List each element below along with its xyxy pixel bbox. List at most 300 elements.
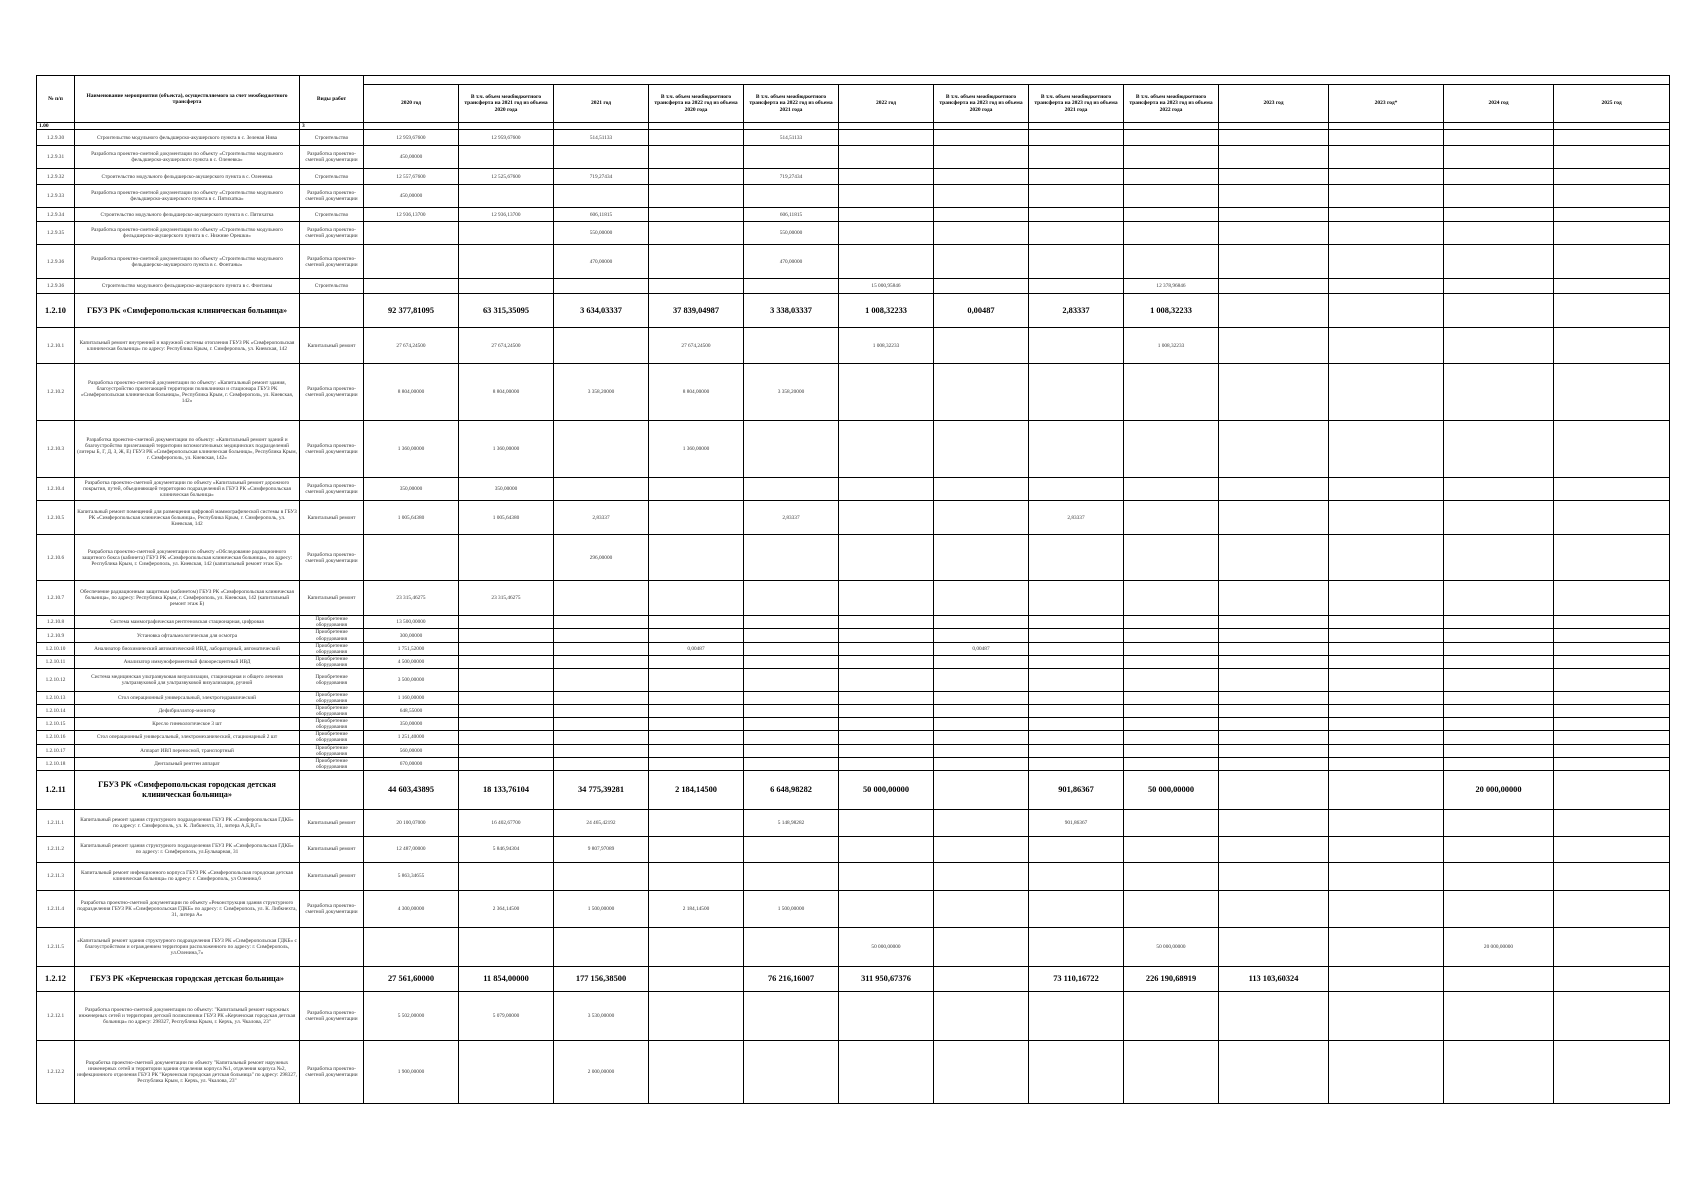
- row-value-cell: [1124, 757, 1219, 770]
- row-value-cell: [1029, 478, 1124, 501]
- row-value-cell: [1554, 890, 1670, 927]
- row-value-cell: [839, 169, 934, 185]
- row-number-cell: 1.2.9.33: [37, 185, 75, 208]
- row-value-cell: [1124, 890, 1219, 927]
- row-value-cell: [554, 478, 649, 501]
- row-value-cell: 1 160,00000: [364, 691, 459, 704]
- column-number-cell: [1554, 123, 1670, 130]
- row-value-cell: [459, 535, 554, 581]
- row-value-cell: 296,00000: [554, 535, 649, 581]
- row-value-cell: [1554, 294, 1670, 328]
- row-name-cell: Установка офтальмологическая для осмотра: [75, 629, 300, 642]
- row-number-cell: 1.2.9.31: [37, 146, 75, 169]
- row-value-cell: [1219, 616, 1329, 629]
- row-name-cell: Стол операционный универсальный, электромеханический, стационарный 2 шт: [75, 731, 300, 744]
- row-value-cell: [1029, 642, 1124, 655]
- row-value-cell: [934, 478, 1029, 501]
- row-worktype-cell: [300, 770, 364, 809]
- row-value-cell: [1219, 836, 1329, 862]
- row-value-cell: [934, 809, 1029, 836]
- budget-table: [36, 75, 1670, 1104]
- row-number-cell: 1.2.10.3: [37, 421, 75, 478]
- row-value-cell: [459, 757, 554, 770]
- row-value-cell: [839, 744, 934, 757]
- row-value-cell: [744, 616, 839, 629]
- row-value-cell: [649, 731, 744, 744]
- row-value-cell: [839, 146, 934, 169]
- row-value-cell: [1219, 222, 1329, 245]
- table-row: [37, 991, 1670, 1040]
- row-value-cell: [1329, 535, 1444, 581]
- row-value-cell: [1554, 862, 1670, 890]
- row-value-cell: [1124, 535, 1219, 581]
- row-number-cell: 1.2.11: [37, 770, 75, 809]
- row-value-cell: 12 959,67600: [459, 130, 554, 146]
- row-value-cell: [1219, 862, 1329, 890]
- row-value-cell: [1219, 279, 1329, 294]
- row-value-cell: [1219, 294, 1329, 328]
- row-value-cell: [1029, 991, 1124, 1040]
- column-number-cell: [744, 123, 839, 130]
- row-value-cell: [1554, 629, 1670, 642]
- row-worktype-cell: Разработка проектно-сметной документации: [300, 890, 364, 927]
- row-value-cell: [1029, 862, 1124, 890]
- row-value-cell: [1029, 691, 1124, 704]
- row-value-cell: [459, 245, 554, 279]
- row-value-cell: [1029, 535, 1124, 581]
- row-value-cell: 6 648,98282: [744, 770, 839, 809]
- row-value-cell: [1124, 245, 1219, 279]
- row-name-cell: Разработка проектно-сметной документации по объекту «Капитальный ремонт дорожного покрытия, путей, объединяющей территорию подразделений в ГБУЗ РК «Симферопольская клиническая больница»: [75, 478, 300, 501]
- row-name-cell: Капитальный ремонт здания структурного подразделения ГБУЗ РК «Симферопольская ГДКБ» по адресу: г. Симферополь, ул. К. Либкнехта, 31, литера А,Б,В,Г»: [75, 809, 300, 836]
- row-value-cell: 606,11815: [554, 208, 649, 222]
- row-value-cell: [1329, 890, 1444, 927]
- row-name-cell: Разработка проектно-сметной документации по объекту: «Капитальный ремонт здания, благоустройство прилегающей территории поликлиники и стационара ГБУЗ РК «Симферопольская клиническая больница», Республика Крым, г. Симферополь, ул. Киевская, 142»: [75, 364, 300, 421]
- column-number-row: [37, 123, 1670, 130]
- row-worktype-cell: Капитальный ремонт: [300, 862, 364, 890]
- row-value-cell: [1444, 208, 1554, 222]
- row-value-cell: [1554, 642, 1670, 655]
- row-value-cell: 0,00487: [934, 294, 1029, 328]
- row-value-cell: [934, 927, 1029, 966]
- row-value-cell: [554, 927, 649, 966]
- table-row: [37, 130, 1670, 146]
- row-value-cell: 20 100,07000: [364, 809, 459, 836]
- row-value-cell: [1219, 535, 1329, 581]
- row-number-cell: 1.2.10.18: [37, 757, 75, 770]
- row-value-cell: [744, 731, 839, 744]
- row-value-cell: [459, 629, 554, 642]
- row-value-cell: [1554, 770, 1670, 809]
- row-value-cell: [1329, 731, 1444, 744]
- row-name-cell: ГБУЗ РК «Симферопольская городская детская клиническая больница»: [75, 770, 300, 809]
- row-value-cell: [1124, 705, 1219, 718]
- row-value-cell: [554, 705, 649, 718]
- row-value-cell: [1554, 731, 1670, 744]
- row-value-cell: [744, 328, 839, 364]
- row-value-cell: [459, 691, 554, 704]
- row-value-cell: [554, 642, 649, 655]
- row-value-cell: [1219, 642, 1329, 655]
- row-value-cell: 4 500,00000: [364, 655, 459, 668]
- row-value-cell: 2 000,00000: [554, 1040, 649, 1103]
- row-value-cell: [1554, 328, 1670, 364]
- row-value-cell: [1219, 629, 1329, 642]
- row-number-cell: 1.2.11.3: [37, 862, 75, 890]
- row-value-cell: [934, 705, 1029, 718]
- row-worktype-cell: Строительство: [300, 130, 364, 146]
- row-value-cell: [1124, 364, 1219, 421]
- row-value-cell: [1029, 629, 1124, 642]
- row-name-cell: Система маммографическая рентгеновская стационарная, цифровая: [75, 616, 300, 629]
- row-value-cell: 470,00000: [554, 245, 649, 279]
- row-value-cell: 350,00000: [364, 718, 459, 731]
- row-value-cell: [1329, 222, 1444, 245]
- row-worktype-cell: Приобретение оборудования: [300, 744, 364, 757]
- row-name-cell: Разработка проектно-сметной документации по объекту «Строительство модульного фельдшерско-акушерского пункта в с. Нижние Орешки»: [75, 222, 300, 245]
- row-value-cell: 5 502,00000: [364, 991, 459, 1040]
- column-number-cell: [839, 123, 934, 130]
- row-value-cell: [1329, 185, 1444, 208]
- row-number-cell: 1.2.10: [37, 294, 75, 328]
- row-value-cell: [1554, 757, 1670, 770]
- row-name-cell: «Капитальный ремонт здания структурного подразделения ГБУЗ РК «Симферопольская ГДКБ» с благоустройством и ограждением территории расположенного по адресу: г. Симферополь, ул.Оленина,7»: [75, 927, 300, 966]
- row-value-cell: [1124, 731, 1219, 744]
- row-value-cell: [1329, 616, 1444, 629]
- row-value-cell: 226 190,68919: [1124, 966, 1219, 991]
- row-value-cell: [839, 501, 934, 535]
- row-name-cell: Стол операционный универсальный, электрогидравлический: [75, 691, 300, 704]
- table-row: [37, 642, 1670, 655]
- row-value-cell: [649, 927, 744, 966]
- row-worktype-cell: [300, 294, 364, 328]
- table-row: [37, 757, 1670, 770]
- row-value-cell: [934, 991, 1029, 1040]
- row-value-cell: [934, 862, 1029, 890]
- table-row: [37, 668, 1670, 691]
- row-value-cell: [554, 185, 649, 208]
- table-row: [37, 185, 1670, 208]
- row-value-cell: [459, 705, 554, 718]
- row-value-cell: [649, 836, 744, 862]
- row-value-cell: [649, 208, 744, 222]
- column-number-cell: [934, 123, 1029, 130]
- row-value-cell: 514,51133: [554, 130, 649, 146]
- row-value-cell: [1124, 208, 1219, 222]
- header-cell: 2020 год: [364, 85, 459, 123]
- row-value-cell: [1124, 655, 1219, 668]
- row-number-cell: 1.2.10.14: [37, 705, 75, 718]
- row-value-cell: 4 300,00000: [364, 890, 459, 927]
- row-value-cell: [1444, 991, 1554, 1040]
- row-value-cell: [934, 744, 1029, 757]
- row-value-cell: 2,83337: [554, 501, 649, 535]
- row-value-cell: [1554, 208, 1670, 222]
- row-number-cell: 1.2.10.5: [37, 501, 75, 535]
- row-value-cell: 73 110,16722: [1029, 966, 1124, 991]
- row-value-cell: [1329, 130, 1444, 146]
- row-value-cell: [934, 130, 1029, 146]
- row-value-cell: [1554, 744, 1670, 757]
- row-value-cell: [934, 655, 1029, 668]
- row-value-cell: [744, 705, 839, 718]
- row-number-cell: 1.2.10.17: [37, 744, 75, 757]
- row-value-cell: [554, 668, 649, 691]
- row-value-cell: 50 000,00000: [1124, 770, 1219, 809]
- row-value-cell: 1 005,64380: [459, 501, 554, 535]
- row-value-cell: [649, 809, 744, 836]
- row-value-cell: 450,00000: [364, 146, 459, 169]
- row-value-cell: 1 900,00000: [364, 1040, 459, 1103]
- row-value-cell: [649, 279, 744, 294]
- row-worktype-cell: Разработка проектно-сметной документации: [300, 535, 364, 581]
- row-value-cell: [459, 668, 554, 691]
- row-value-cell: 2 184,14500: [649, 770, 744, 809]
- row-value-cell: [459, 222, 554, 245]
- row-value-cell: [1444, 642, 1554, 655]
- row-value-cell: [744, 836, 839, 862]
- table-row: [37, 535, 1670, 581]
- header-cell: 2022 год: [839, 85, 934, 123]
- row-value-cell: [934, 770, 1029, 809]
- row-value-cell: [934, 364, 1029, 421]
- row-value-cell: [1329, 146, 1444, 169]
- row-number-cell: 1.2.10.4: [37, 478, 75, 501]
- row-value-cell: [744, 744, 839, 757]
- table-row: [37, 809, 1670, 836]
- table-group-row: [37, 294, 1670, 328]
- row-value-cell: [1029, 668, 1124, 691]
- row-value-cell: [1444, 328, 1554, 364]
- row-value-cell: [839, 130, 934, 146]
- row-value-cell: 1 500,00000: [744, 890, 839, 927]
- row-value-cell: [1329, 245, 1444, 279]
- row-value-cell: 2 364,14500: [459, 890, 554, 927]
- row-value-cell: 12 378,96846: [1124, 279, 1219, 294]
- row-value-cell: [649, 966, 744, 991]
- row-number-cell: 1.2.10.16: [37, 731, 75, 744]
- row-name-cell: Строительство модульного фельдшерско-акушерского пункта в с. Пятихатка: [75, 208, 300, 222]
- row-value-cell: [1029, 364, 1124, 421]
- row-value-cell: 2 184,14500: [649, 890, 744, 927]
- row-number-cell: 1.2.10.15: [37, 718, 75, 731]
- table-row: [37, 222, 1670, 245]
- row-value-cell: [459, 146, 554, 169]
- row-value-cell: [1124, 169, 1219, 185]
- row-value-cell: 3 338,03337: [744, 294, 839, 328]
- table-row: [37, 691, 1670, 704]
- row-name-cell: Строительство модульного фельдшерско-акушерского пункта в с. Оленевка: [75, 169, 300, 185]
- row-value-cell: 1 500,00000: [554, 890, 649, 927]
- row-value-cell: [1554, 501, 1670, 535]
- row-value-cell: [1444, 655, 1554, 668]
- table-row: [37, 421, 1670, 478]
- row-number-cell: 1.2.9.36: [37, 245, 75, 279]
- row-value-cell: [839, 185, 934, 208]
- header-cell: 2021 год: [554, 85, 649, 123]
- row-value-cell: [554, 616, 649, 629]
- row-worktype-cell: Разработка проектно-сметной документации: [300, 1040, 364, 1103]
- table-row: [37, 655, 1670, 668]
- row-value-cell: [934, 836, 1029, 862]
- row-value-cell: [1554, 146, 1670, 169]
- row-value-cell: [554, 421, 649, 478]
- row-value-cell: [1029, 208, 1124, 222]
- header-cell: 2024 год: [1444, 85, 1554, 123]
- row-worktype-cell: Разработка проектно-сметной документации: [300, 991, 364, 1040]
- row-value-cell: [744, 691, 839, 704]
- row-value-cell: 719,27434: [744, 169, 839, 185]
- row-number-cell: 1.2.9.32: [37, 169, 75, 185]
- table-group-row: [37, 770, 1670, 809]
- row-value-cell: [1219, 245, 1329, 279]
- row-value-cell: [649, 616, 744, 629]
- row-value-cell: [554, 691, 649, 704]
- row-number-cell: 1.2.10.1: [37, 328, 75, 364]
- row-value-cell: [1329, 705, 1444, 718]
- row-value-cell: [1554, 364, 1670, 421]
- row-value-cell: [649, 691, 744, 704]
- row-value-cell: [649, 478, 744, 501]
- row-value-cell: [459, 927, 554, 966]
- row-value-cell: [649, 744, 744, 757]
- row-value-cell: 8 804,00000: [459, 364, 554, 421]
- table-body: [37, 130, 1670, 1104]
- row-worktype-cell: Приобретение оборудования: [300, 642, 364, 655]
- row-value-cell: [649, 705, 744, 718]
- row-value-cell: [744, 279, 839, 294]
- row-value-cell: [1124, 629, 1219, 642]
- row-value-cell: [1444, 185, 1554, 208]
- row-value-cell: [1329, 581, 1444, 616]
- row-value-cell: 2,83337: [1029, 294, 1124, 328]
- row-value-cell: [1329, 691, 1444, 704]
- row-value-cell: [1219, 501, 1329, 535]
- row-worktype-cell: Приобретение оборудования: [300, 616, 364, 629]
- row-value-cell: 20 000,00000: [1444, 927, 1554, 966]
- header-cell: В т.ч. объем межбюджетного трансферта на 2023 год из объема 2021 года: [1029, 85, 1124, 123]
- row-worktype-cell: Приобретение оборудования: [300, 691, 364, 704]
- row-value-cell: [1029, 616, 1124, 629]
- row-value-cell: [934, 629, 1029, 642]
- row-value-cell: 719,27434: [554, 169, 649, 185]
- row-value-cell: [839, 668, 934, 691]
- row-value-cell: [649, 185, 744, 208]
- row-value-cell: [1219, 890, 1329, 927]
- row-value-cell: [1329, 629, 1444, 642]
- row-value-cell: [744, 718, 839, 731]
- row-value-cell: [934, 535, 1029, 581]
- table-row: [37, 581, 1670, 616]
- row-value-cell: [1124, 130, 1219, 146]
- row-value-cell: [459, 279, 554, 294]
- row-value-cell: [744, 581, 839, 616]
- row-value-cell: [1554, 130, 1670, 146]
- row-value-cell: [744, 757, 839, 770]
- row-value-cell: [459, 616, 554, 629]
- row-value-cell: [1554, 836, 1670, 862]
- row-value-cell: 11 854,00000: [459, 966, 554, 991]
- row-name-cell: Кресло гинекологическое 3 шт: [75, 718, 300, 731]
- row-value-cell: [364, 279, 459, 294]
- row-value-cell: [1554, 478, 1670, 501]
- row-value-cell: 1 005,64380: [364, 501, 459, 535]
- row-value-cell: [744, 991, 839, 1040]
- row-value-cell: [649, 146, 744, 169]
- row-value-cell: [1219, 718, 1329, 731]
- row-number-cell: 1.2.12.2: [37, 1040, 75, 1103]
- table-row: [37, 328, 1670, 364]
- row-worktype-cell: Капитальный ремонт: [300, 581, 364, 616]
- row-value-cell: 5 846,94304: [459, 836, 554, 862]
- row-value-cell: 23 315,46275: [364, 581, 459, 616]
- row-value-cell: [1444, 245, 1554, 279]
- table-row: [37, 478, 1670, 501]
- table-row: [37, 501, 1670, 535]
- row-value-cell: [1554, 668, 1670, 691]
- row-value-cell: [1029, 185, 1124, 208]
- row-value-cell: [839, 629, 934, 642]
- row-value-cell: 3 530,00000: [554, 991, 649, 1040]
- row-value-cell: [839, 1040, 934, 1103]
- row-value-cell: [364, 535, 459, 581]
- row-name-cell: Система медицинская ультразвуковая визуализации, стационарная и общего лечения ультразвуковой для ультразвуковой визуализации, ручной: [75, 668, 300, 691]
- row-value-cell: [649, 501, 744, 535]
- row-value-cell: [1124, 1040, 1219, 1103]
- row-value-cell: [1329, 927, 1444, 966]
- row-worktype-cell: Строительство: [300, 169, 364, 185]
- row-value-cell: 1 360,00000: [364, 421, 459, 478]
- row-value-cell: 350,00000: [364, 478, 459, 501]
- row-worktype-cell: Разработка проектно-сметной документации: [300, 245, 364, 279]
- row-value-cell: [934, 757, 1029, 770]
- row-value-cell: [1219, 328, 1329, 364]
- row-number-cell: 1.2.11.4: [37, 890, 75, 927]
- row-value-cell: [1124, 809, 1219, 836]
- row-value-cell: [1329, 991, 1444, 1040]
- row-value-cell: [1124, 581, 1219, 616]
- row-value-cell: [1329, 421, 1444, 478]
- row-value-cell: [1219, 927, 1329, 966]
- row-number-cell: 1.2.9.34: [37, 208, 75, 222]
- row-value-cell: [744, 185, 839, 208]
- row-number-cell: 1.2.11.5: [37, 927, 75, 966]
- row-value-cell: [554, 146, 649, 169]
- row-value-cell: [839, 991, 934, 1040]
- row-value-cell: [1029, 757, 1124, 770]
- row-value-cell: [1219, 668, 1329, 691]
- row-name-cell: Разработка проектно-сметной документации по объекту «Строительство модульного фельдшерско-акушерского пункта в с. Пятихатка»: [75, 185, 300, 208]
- row-value-cell: [1554, 691, 1670, 704]
- row-value-cell: [649, 245, 744, 279]
- column-number-cell: [1329, 123, 1444, 130]
- row-value-cell: 300,00000: [364, 629, 459, 642]
- row-value-cell: [1554, 245, 1670, 279]
- row-value-cell: [554, 718, 649, 731]
- row-worktype-cell: Капитальный ремонт: [300, 836, 364, 862]
- row-value-cell: [839, 478, 934, 501]
- row-worktype-cell: Капитальный ремонт: [300, 501, 364, 535]
- row-value-cell: [839, 581, 934, 616]
- row-value-cell: 606,11815: [744, 208, 839, 222]
- table-row: [37, 718, 1670, 731]
- row-value-cell: [1444, 146, 1554, 169]
- row-value-cell: 5 863,34655: [364, 862, 459, 890]
- row-value-cell: [1029, 731, 1124, 744]
- row-value-cell: 50 000,00000: [839, 927, 934, 966]
- row-value-cell: [1219, 757, 1329, 770]
- column-number-cell: 1.00: [37, 123, 75, 130]
